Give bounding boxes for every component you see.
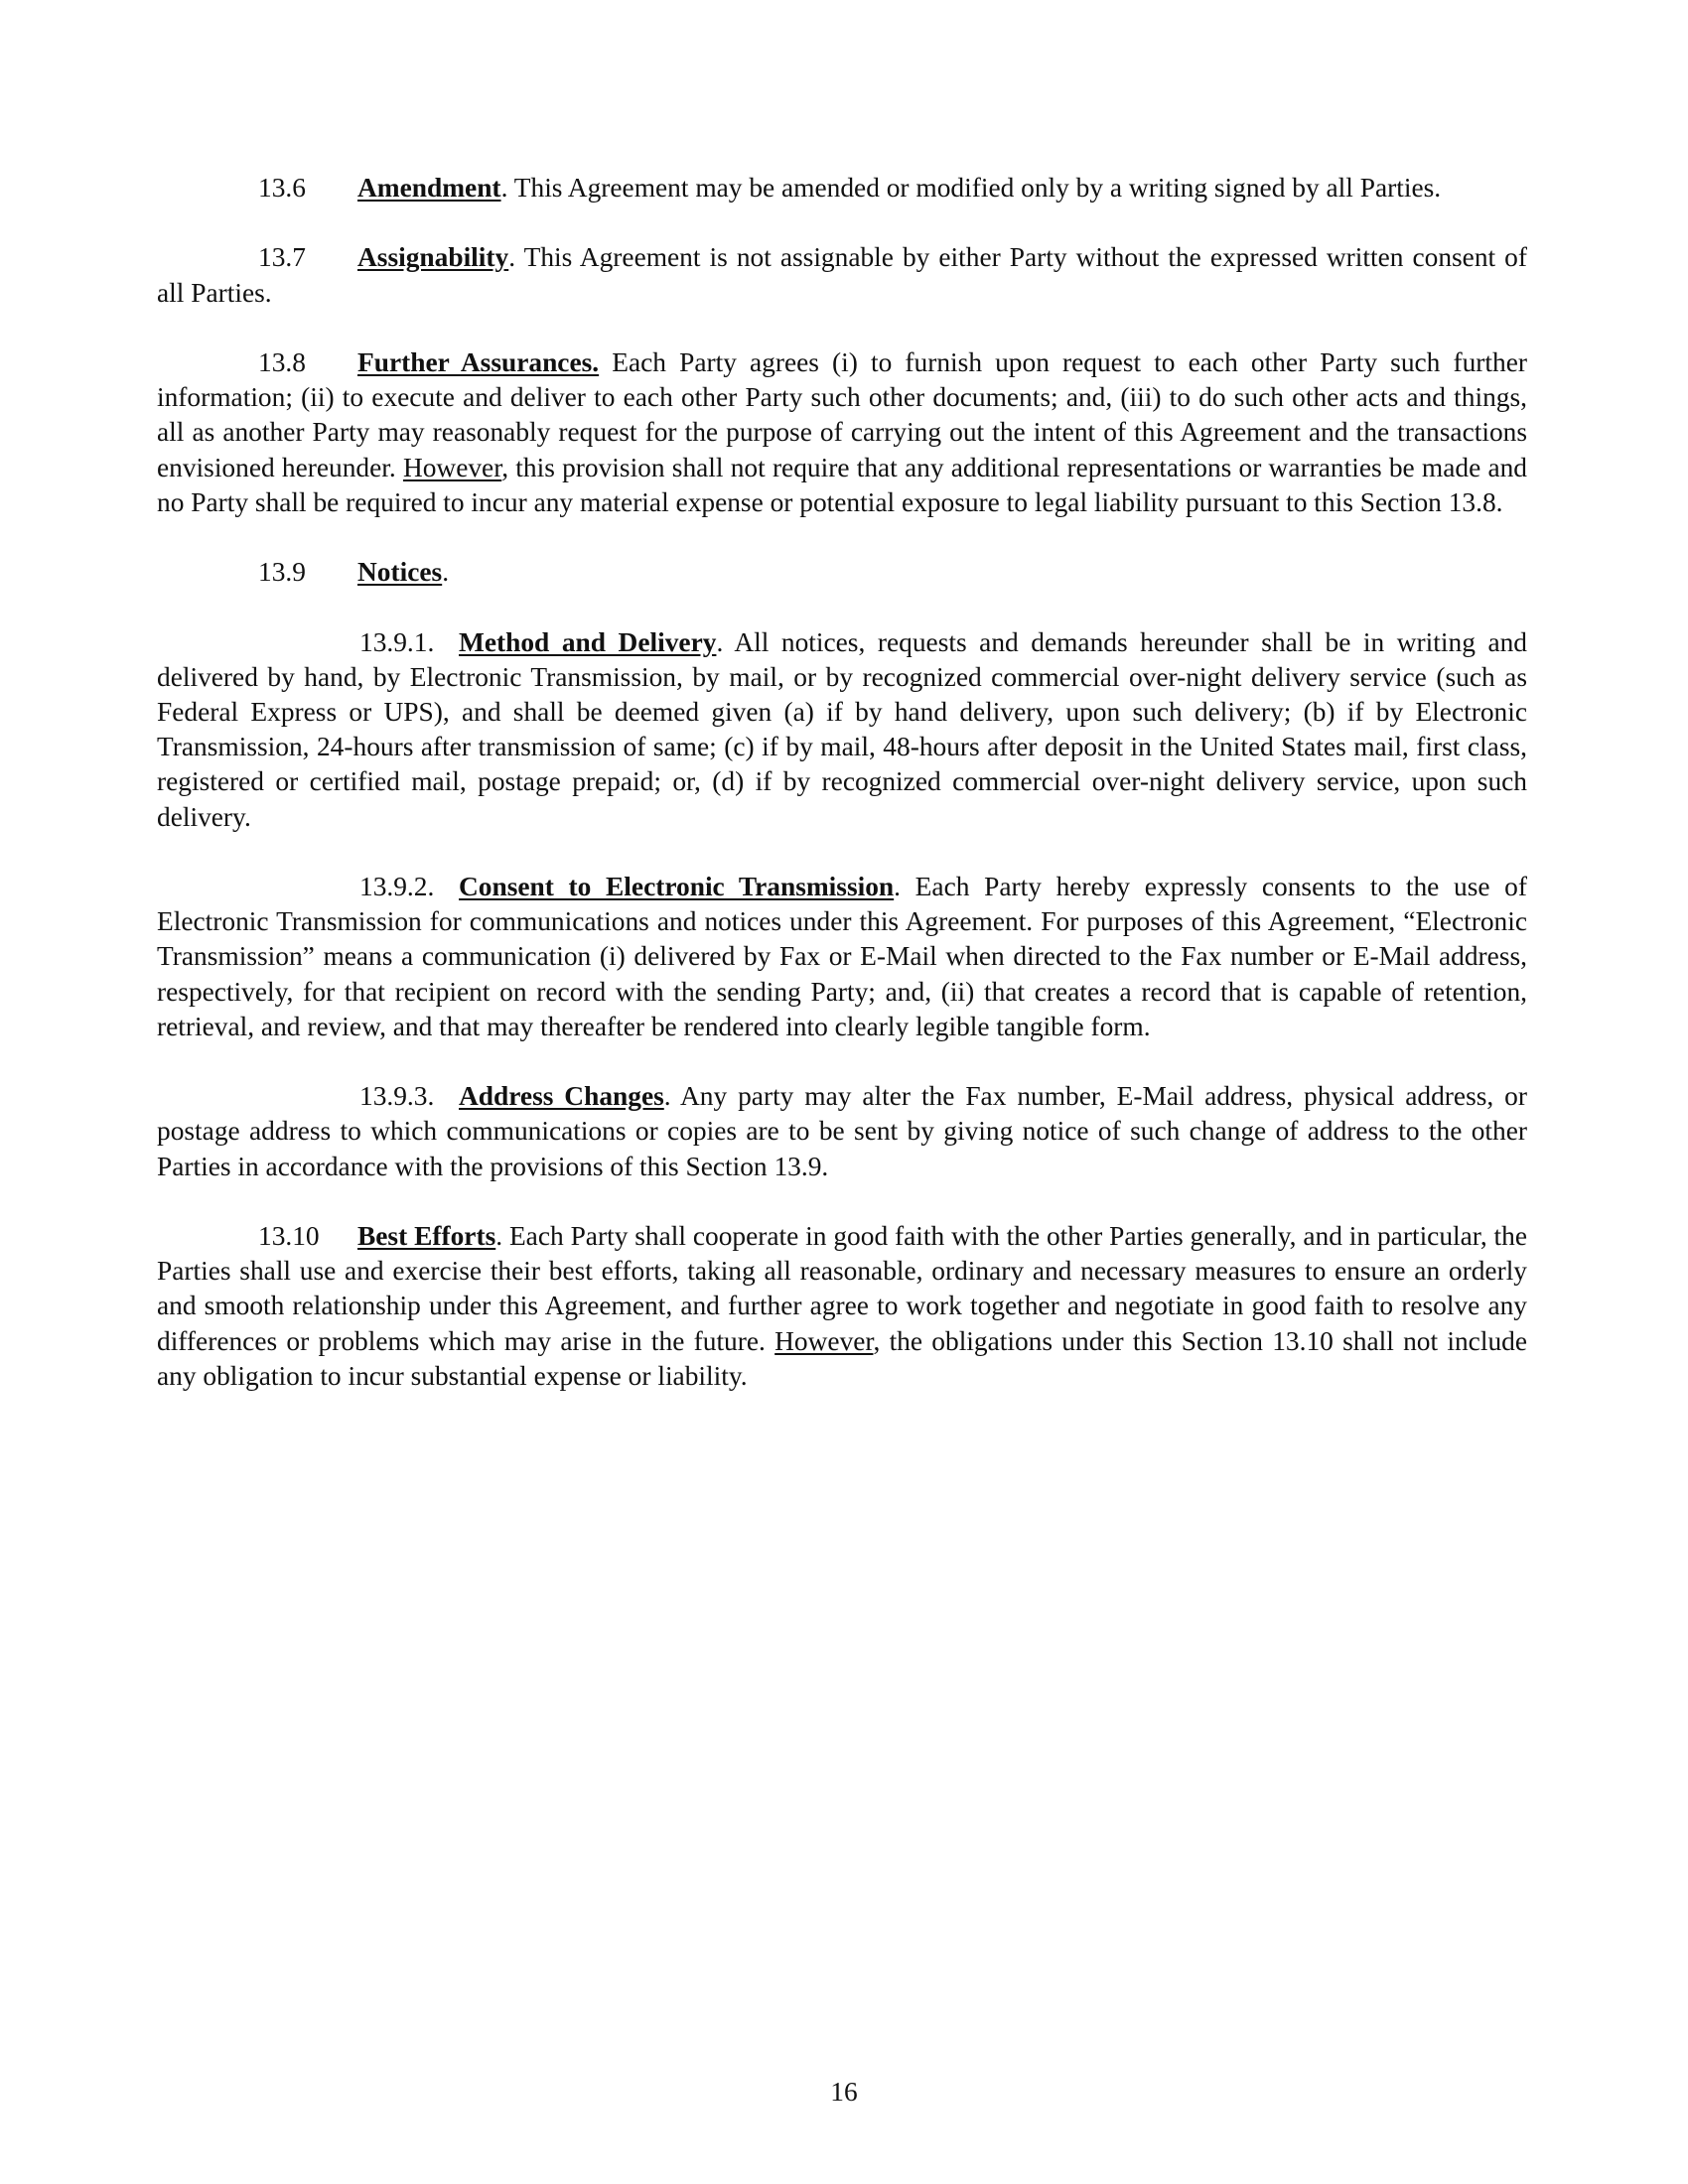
section-number: 13.9 bbox=[258, 557, 306, 588]
section-heading: Address Changes bbox=[459, 1081, 664, 1112]
section-13-6 bbox=[157, 171, 1527, 205]
section-13-10 bbox=[157, 1219, 1527, 1394]
section-heading: Assignability bbox=[357, 242, 509, 273]
section-text: . bbox=[442, 557, 450, 588]
section-number: 13.6 bbox=[258, 173, 306, 203]
section-text: . Any party may alter the Fax number, E-Mail address, physical address, or postage address to which communications or copies are to be sent by giving notice of such change of address to the other Parties in accordance with the provisions of this Section 13.9. bbox=[157, 1081, 1527, 1181]
section-text-continued: , this provision shall not require that any additional representations or warranties be made and no Party shall be required to incur any material expense or potential exposure to legal liability pursuant to this Section 13.8. bbox=[157, 452, 1527, 517]
section-heading: Method and Delivery bbox=[459, 626, 717, 657]
section-13-9 bbox=[157, 555, 1527, 590]
section-heading: Notices bbox=[357, 557, 443, 588]
section-text: . This Agreement may be amended or modified only by a writing signed by all Parties. bbox=[500, 173, 1442, 203]
section-text: . This Agreement is not assignable by either Party without the expressed written consent of all Parties. bbox=[157, 242, 1527, 308]
emphasis-however: However bbox=[402, 452, 502, 482]
emphasis-however: However bbox=[774, 1325, 874, 1356]
section-heading: Further Assurances. bbox=[357, 346, 600, 377]
section-13-8 bbox=[157, 345, 1527, 520]
section-number: 13.9.1. bbox=[359, 626, 435, 657]
section-13-9-1 bbox=[157, 625, 1527, 835]
section-text: Each Party agrees (i) to furnish upon request to each other Party such further information; (ii) to execute and deliver to each other Party such other documents; and, (iii) to do such other acts and things, all as another Party may reasonably request for the purpose of carrying out the intent of this Agreement and the transactions envisioned hereunder. bbox=[157, 346, 1528, 482]
section-text-continued: , the obligations under this Section 13.10 shall not include any obligation to incur substantial expense or liability. bbox=[157, 1325, 1527, 1391]
section-text: . All notices, requests and demands hereunder shall be in writing and delivered by hand, by Electronic Transmission, by mail, or by recognized commercial over-night delivery service (such as Federal Express or UPS), and shall be deemed given (a) if by hand delivery, upon such delivery; (b) if by Electronic Transmission, 24-hours after transmission of same; (c) if by mail, 48-hours after deposit in the United States mail, first class, registered or certified mail, postage prepaid; or, (d) if by recognized commercial over-night delivery service, upon such delivery. bbox=[157, 626, 1528, 832]
section-number: 13.9.3. bbox=[359, 1081, 435, 1112]
section-number: 13.7 bbox=[258, 242, 306, 273]
document-page bbox=[157, 171, 1527, 1394]
section-number: 13.8 bbox=[258, 346, 306, 377]
section-heading: Best Efforts bbox=[357, 1220, 496, 1251]
section-text: . Each Party shall cooperate in good faith with the other Parties generally, and in particular, the Parties shall use and exercise their best efforts, taking all reasonable, ordinary and necessary measures to ensure an orderly and smooth relationship under this Agreement, and further agree to work together and negotiate in good faith to resolve any differences or problems which may arise in the future. bbox=[157, 1220, 1527, 1356]
section-heading: Consent to Electronic Transmission bbox=[459, 871, 895, 901]
section-number: 13.10 bbox=[258, 1220, 320, 1251]
section-number: 13.9.2. bbox=[359, 871, 435, 901]
section-text: . Each Party hereby expressly consents to the use of Electronic Transmission for communications and notices under this Agreement. For purposes of this Agreement, “Electronic Transmission” means a communication (i) delivered by Fax or E-Mail when directed to the Fax number or E-Mail address, respectively, for that recipient on record with the sending Party; and, (ii) that creates a record that is capable of retention, retrieval, and review, and that may thereafter be rendered into clearly legible tangible form. bbox=[157, 871, 1527, 1041]
section-13-9-2 bbox=[157, 870, 1527, 1044]
section-13-9-3 bbox=[157, 1079, 1527, 1184]
section-13-7 bbox=[157, 240, 1527, 310]
section-heading: Amendment bbox=[357, 173, 501, 203]
page-number: 16 bbox=[830, 2077, 858, 2107]
